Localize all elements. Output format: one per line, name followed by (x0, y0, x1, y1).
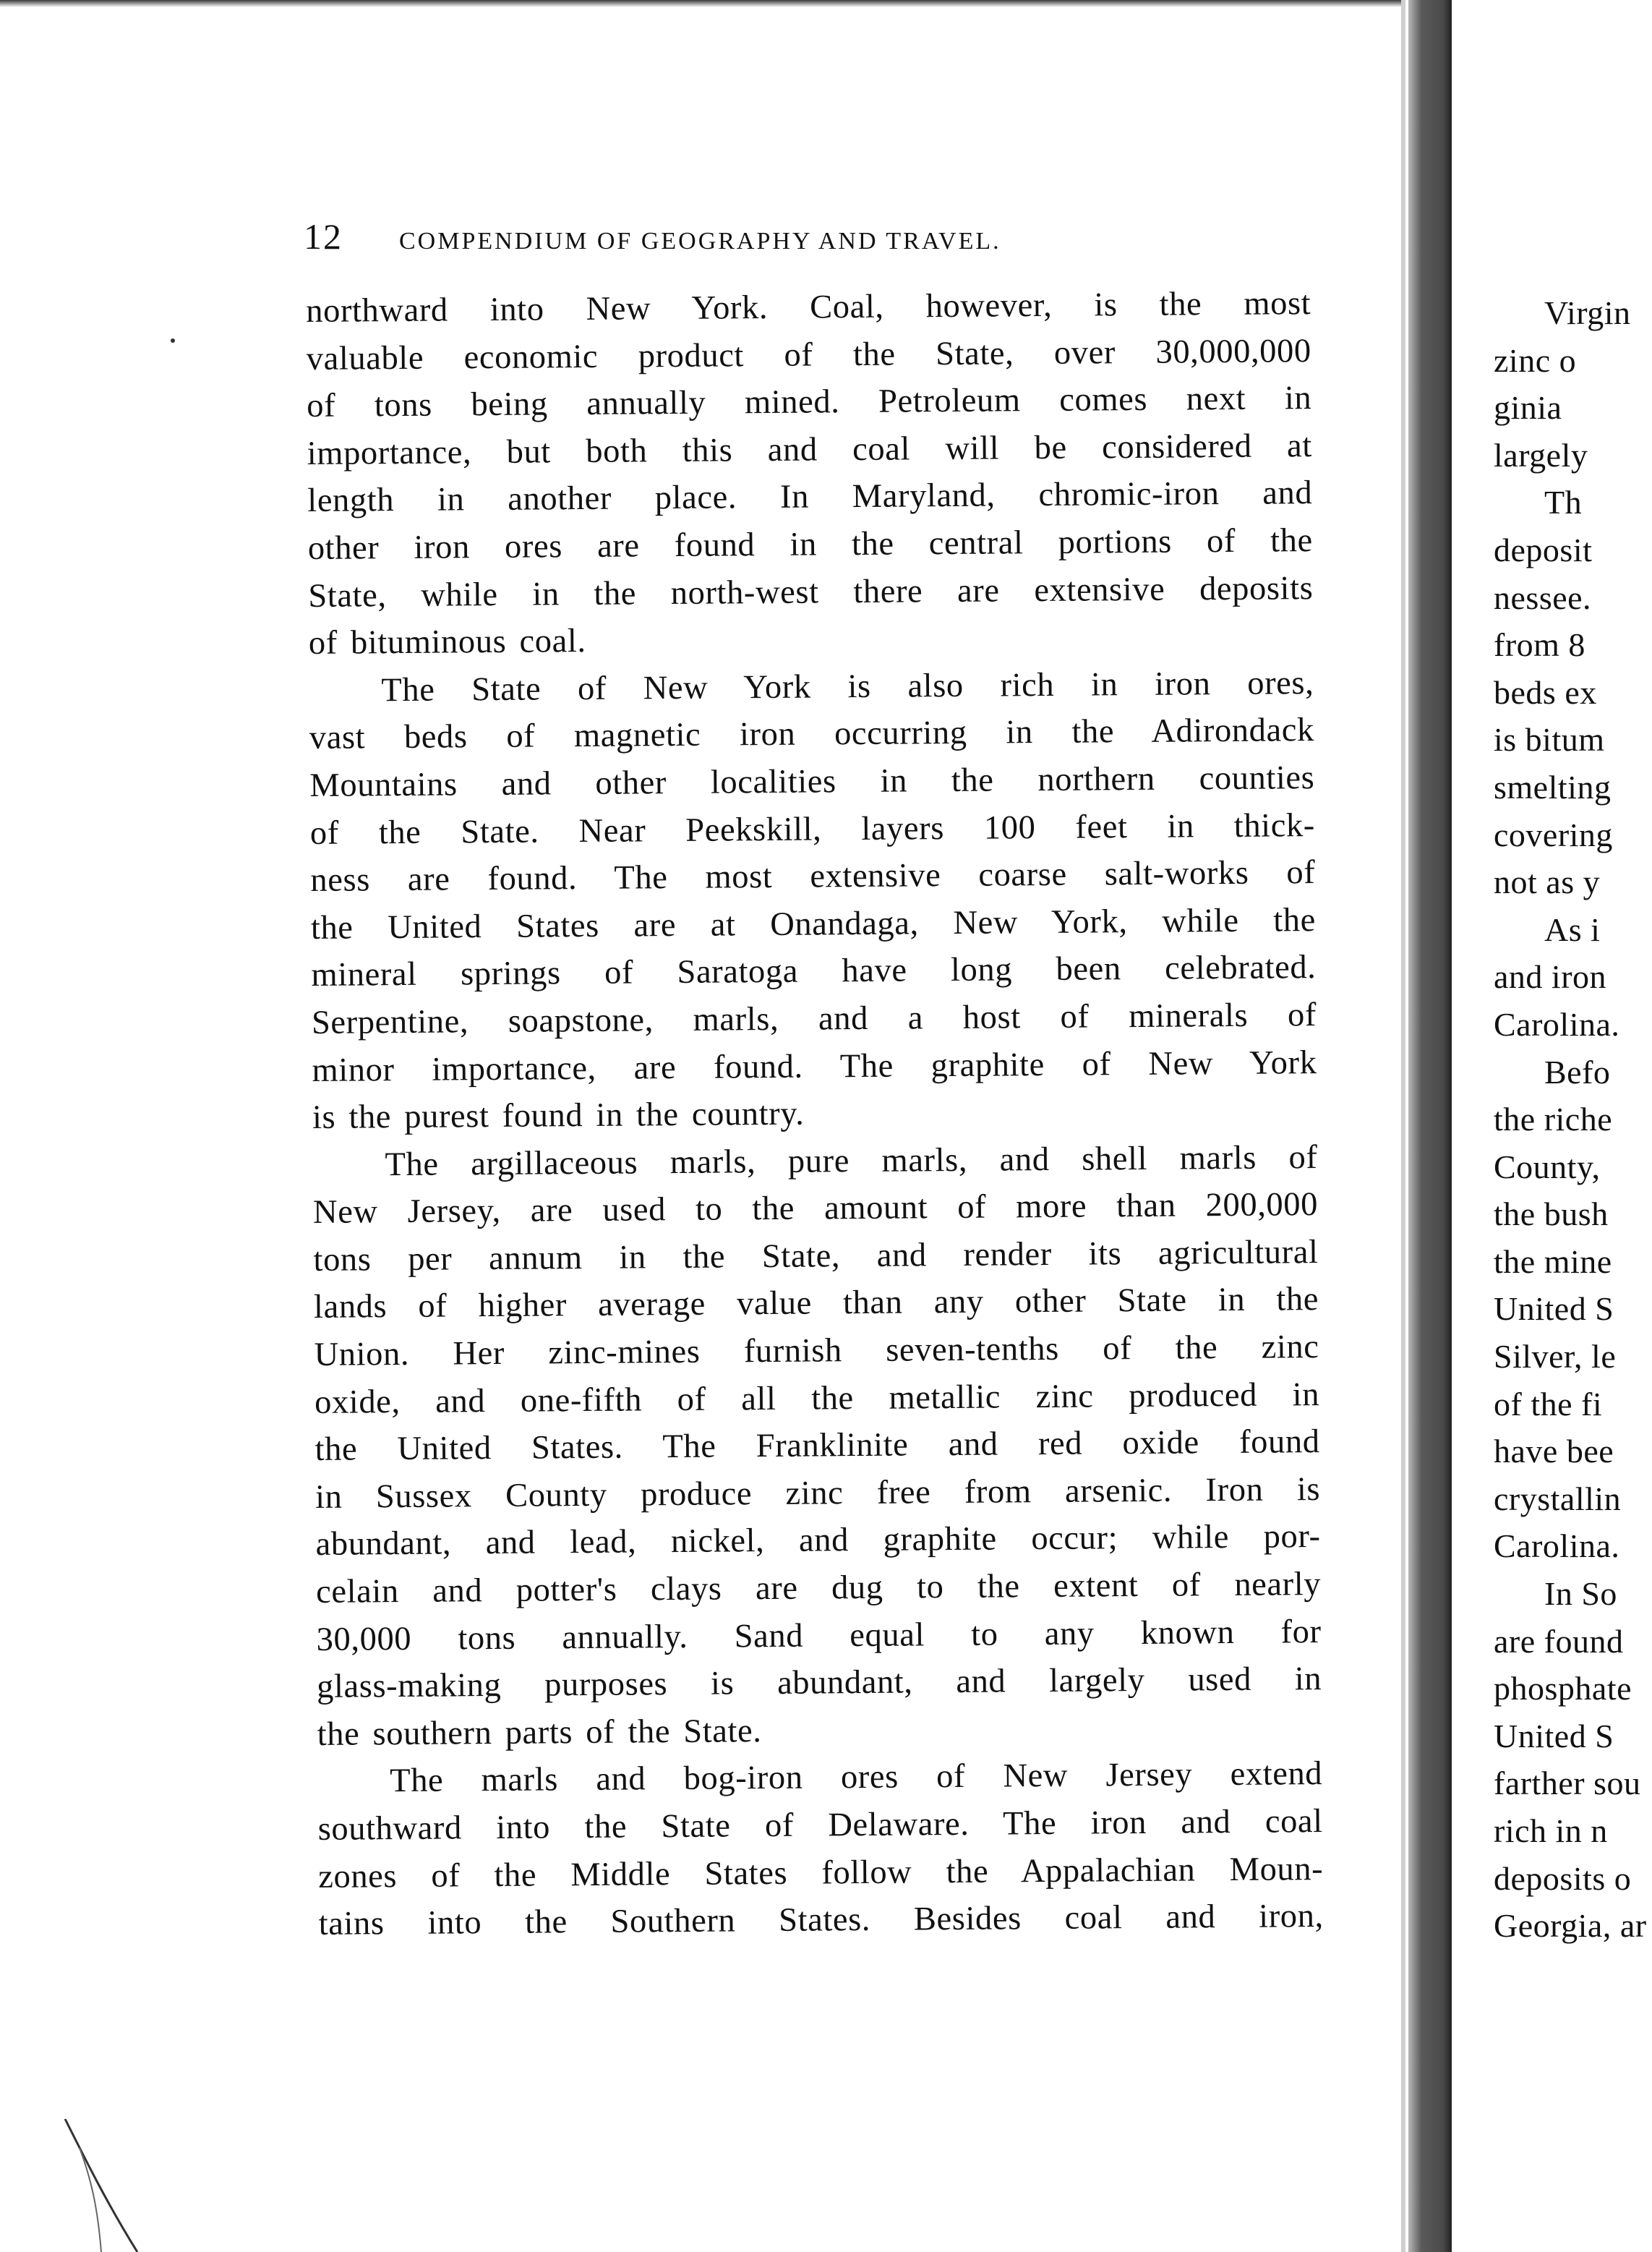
text-line: mineral springs of Saratoga have long been celebrated. (311, 949, 1317, 994)
text-line: glass-making purposes is abundant, and largely used in (316, 1660, 1322, 1706)
right-text-line: beds ex (1494, 673, 1597, 711)
right-page-text (1494, 289, 1652, 1950)
right-text-line: not as y (1494, 863, 1601, 901)
right-text-line: Befo (1544, 1053, 1611, 1091)
text-line: valuable economic product of the State, over 30,000,000 (306, 332, 1311, 378)
right-text-line: Carolina. (1494, 1527, 1620, 1565)
text-line: lands of higher average value than any other State in the (313, 1281, 1319, 1326)
text-line: 30,000 tons annually. Sand equal to any known for (316, 1613, 1322, 1658)
page-number: 12 (304, 216, 343, 257)
text-line: is the purest found in the country. (312, 1095, 805, 1137)
text-line: zones of the Middle States follow the Appalachian Moun- (318, 1850, 1324, 1895)
right-text-line: United S (1494, 1717, 1614, 1754)
right-text-line: ginia (1494, 389, 1562, 427)
right-text-line: have bee (1494, 1433, 1614, 1470)
right-text-line: Carolina. (1494, 1005, 1620, 1043)
text-line: vast beds of magnetic iron occurring in the Adirondack (309, 712, 1315, 757)
text-line: the United States. The Franklinite and red oxide found (314, 1423, 1320, 1469)
right-text-line: Th (1544, 484, 1583, 521)
right-text-line: United S (1494, 1290, 1614, 1328)
text-line: the southern parts of the State. (317, 1712, 762, 1753)
text-line: southward into the State of Delaware. The iron and coal (317, 1803, 1323, 1848)
right-text-line: phosphate (1494, 1670, 1632, 1707)
right-text-line: is bitum (1494, 721, 1605, 759)
right-text-line: the riche (1494, 1101, 1613, 1138)
text-line: New Jersey, are used to the amount of more than 200,000 (312, 1186, 1319, 1232)
text-line: Serpentine, soapstone, marls, and a host of minerals of (311, 996, 1317, 1041)
right-text-line: are found (1494, 1622, 1624, 1660)
right-text-line: farther sou (1494, 1765, 1641, 1802)
text-line: Union. Her zinc-mines furnish seven-tenths of the zinc (314, 1328, 1319, 1374)
text-line: minor importance, are found. The graphite of New York (312, 1044, 1317, 1089)
right-text-line: zinc o (1494, 341, 1577, 379)
running-head: COMPENDIUM OF GEOGRAPHY AND TRAVEL. (399, 228, 1001, 255)
right-text-line: Silver, le (1494, 1338, 1617, 1375)
text-line: of bituminous coal. (308, 623, 586, 662)
text-line: in Sussex County produce zinc free from arsenic. Iron is (314, 1470, 1321, 1516)
text-line: Mountains and other localities in the northern counties (309, 759, 1315, 804)
right-text-line: deposit (1494, 531, 1593, 568)
right-page (1452, 0, 1652, 2252)
right-text-line: of the fi (1494, 1385, 1603, 1423)
right-text-line: the bush (1494, 1195, 1609, 1233)
right-text-line: In So (1544, 1575, 1617, 1613)
book-gutter (1408, 0, 1452, 2252)
text-line: The marls and bog-iron ores of New Jersey extend (390, 1755, 1323, 1800)
right-text-line: smelting (1494, 768, 1612, 806)
right-text-line: Georgia, ar (1494, 1907, 1647, 1945)
text-line: of the State. Near Peekskill, layers 100 feet in thick- (309, 806, 1316, 852)
right-text-line: nessee. (1494, 579, 1592, 616)
text-line: of tons being annually mined. Petroleum comes next in (307, 380, 1312, 425)
right-text-line: and iron (1494, 958, 1607, 996)
right-text-line: County, (1494, 1148, 1601, 1185)
right-text-line: the mine (1494, 1242, 1612, 1280)
text-line: northward into New York. Coal, however, is the most (306, 285, 1311, 330)
text-line: tains into the Southern States. Besides coal and iron, (318, 1898, 1324, 1943)
text-line: oxide, and one-fifth of all the metallic zinc produced in (314, 1375, 1320, 1421)
right-text-line: crystallin (1494, 1480, 1622, 1517)
right-text-line: covering (1494, 816, 1613, 853)
text-line: ness are found. The most extensive coarse salt-works of (310, 854, 1316, 900)
text-line: the United States are at Onandaga, New York, while the (310, 901, 1317, 947)
text-line: State, while in the north-west there are extensive deposits (308, 569, 1314, 615)
gutter-edge (1401, 0, 1405, 2252)
text-line: other iron ores are found in the central portions of the (307, 522, 1313, 567)
body-text (306, 280, 1324, 1948)
stray-ink-mark (171, 338, 175, 343)
page-header (304, 216, 1388, 266)
right-text-line: rich in n (1494, 1812, 1608, 1849)
right-text-line: deposits o (1494, 1859, 1632, 1897)
text-line: The argillaceous marls, pure marls, and shell marls of (385, 1138, 1318, 1183)
text-line: importance, but both this and coal will be considered at (307, 427, 1312, 472)
text-line: tons per annum in the State, and render its agricultural (313, 1233, 1319, 1279)
text-line: The State of New York is also rich in iron ores, (381, 664, 1314, 709)
right-text-line: Virgin (1544, 294, 1631, 331)
text-line: length in another place. In Maryland, chromic-iron and (307, 474, 1313, 520)
page-corner-curl (58, 2119, 145, 2252)
right-text-line: largely (1494, 436, 1588, 474)
text-line: celain and potter's clays are dug to the extent of nearly (315, 1566, 1322, 1611)
right-text-line: from 8 (1494, 626, 1585, 664)
text-line: abundant, and lead, nickel, and graphite occur; while por- (315, 1518, 1321, 1564)
right-text-line: As i (1544, 910, 1601, 948)
